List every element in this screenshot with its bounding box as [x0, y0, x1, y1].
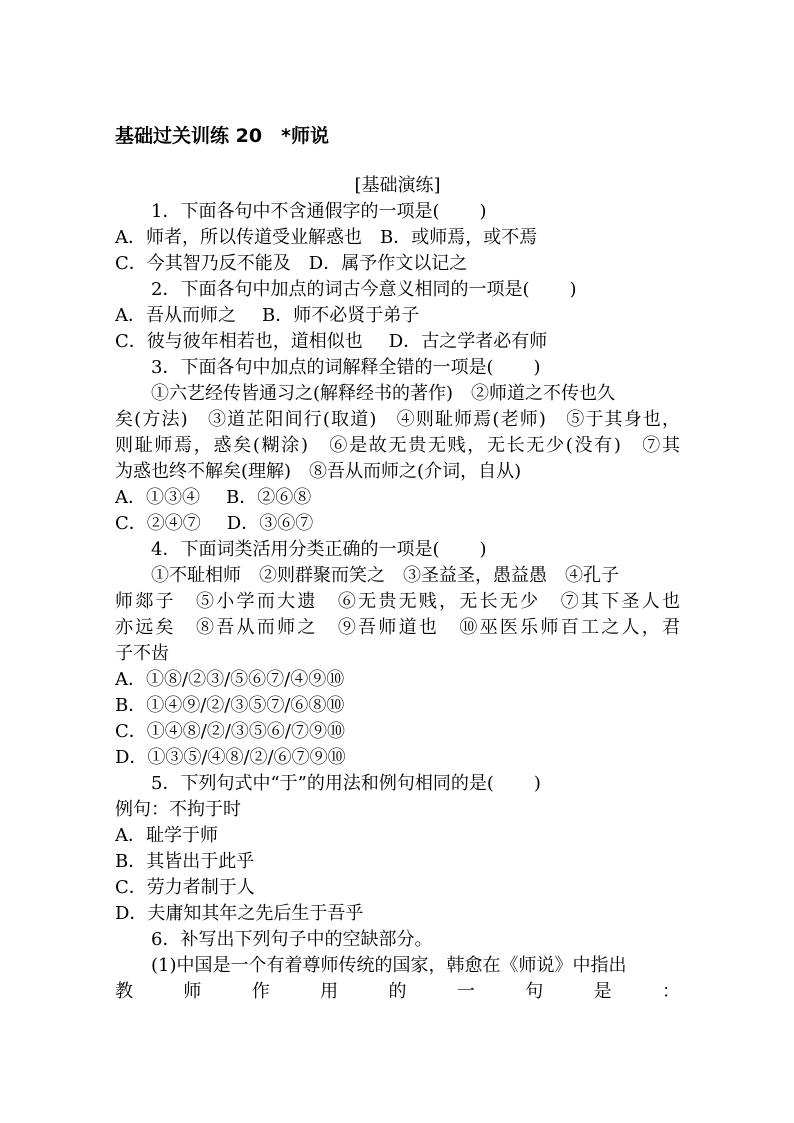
question-4-option-c: C．①④⑧/②/③⑤⑥/⑦⑨⑩ [115, 721, 345, 742]
option-a: A．①③④ [115, 487, 200, 508]
option-d: D．属予作文以记之 [308, 253, 468, 274]
option-c: C．②④⑦ [115, 513, 201, 534]
option-c: C．今其智乃反不能及 [115, 253, 291, 274]
question-3-stem: 3．下面各句中加点的词解释全错的一项是( ) [151, 357, 541, 378]
question-5-option-b: B．其皆出于此乎 [115, 851, 255, 872]
question-2-options-cd [115, 329, 680, 355]
question-4-option-b: B．①④⑨/②/③⑤⑦/⑥⑧⑩ [115, 695, 345, 716]
section-heading: [基础演练] [354, 175, 441, 196]
question-4-text-line: ①不耻相师 ②则群聚而笑之 ③圣益圣，愚益愚 ④孔子 [151, 565, 619, 586]
question-5-option-c: C．劳力者制于人 [115, 877, 255, 898]
page-title: 基础过关训练 20 *师说 [115, 125, 329, 147]
question-4-option-a: A．①⑧/②③/⑤⑥⑦/④⑨⑩ [115, 669, 345, 690]
question-6-text-line: (1)中国是一个有着尊师传统的国家，韩愈在《师说》中指出 [151, 955, 627, 976]
question-1-stem: 1．下面各句中不含通假字的一项是( ) [151, 201, 487, 222]
question-4-text-line: 子不齿 [115, 643, 169, 664]
question-5-option-a: A．耻学于师 [115, 825, 218, 846]
question-6-text-line: 教师作用的一句是： [115, 981, 680, 1002]
question-5-option-d: D．夫庸知其年之先后生于吾乎 [115, 903, 364, 924]
question-5-example: 例句：不拘于时 [115, 799, 241, 820]
question-3-options-cd [115, 511, 680, 537]
question-3-text-line: 为惑也终不解矣(理解) ⑧吾从而师之(介词，自从) [115, 461, 522, 482]
question-3-options-ab [115, 485, 680, 511]
option-c: C．彼与彼年相若也，道相似也 [115, 331, 363, 352]
option-d: D．③⑥⑦ [226, 513, 314, 534]
question-1-options-cd [115, 251, 680, 277]
question-3-text-line: 则耻师焉，惑矣(糊涂) ⑥是故无贵无贱，无长无少(没有) ⑦其 [115, 435, 680, 456]
question-4-stem: 4．下面词类活用分类正确的一项是( ) [151, 539, 487, 560]
option-a: A．吾从而师之 [115, 305, 236, 326]
question-4-text-line: 师郯子 ⑤小学而大遗 ⑥无贵无贱，无长无少 ⑦其下圣人也 [115, 591, 680, 612]
option-a: A．师者，所以传道受业解惑也 [115, 227, 362, 248]
question-3-text-line: 矣(方法) ③道芷阳间行(取道) ④则耻师焉(老师) ⑤于其身也， [115, 409, 680, 430]
question-4-option-d: D．①③⑤/④⑧/②/⑥⑦⑨⑩ [115, 747, 346, 768]
question-4-text-line: 亦远矣 ⑧吾从而师之 ⑨吾师道也 ⑩巫医乐师百工之人，君 [115, 617, 680, 638]
option-b: B．师不必贤于弟子 [262, 305, 420, 326]
question-3-text-line: ①六艺经传皆通习之(解释经书的著作) ②师道之不传也久 [151, 383, 616, 404]
question-2-options-ab [115, 303, 680, 329]
option-b: B．②⑥⑧ [226, 487, 312, 508]
question-1-options-ab [115, 225, 680, 251]
option-b: B．或师焉，或不焉 [380, 227, 538, 248]
option-d: D．古之学者必有师 [388, 331, 548, 352]
question-5-stem: 5．下列句式中“于”的用法和例句相同的是( ) [151, 773, 541, 794]
question-2-stem: 2．下面各句中加点的词古今意义相同的一项是( ) [151, 279, 577, 300]
question-list [115, 199, 680, 1005]
question-6-stem: 6．补写出下列句子中的空缺部分。 [151, 929, 433, 950]
